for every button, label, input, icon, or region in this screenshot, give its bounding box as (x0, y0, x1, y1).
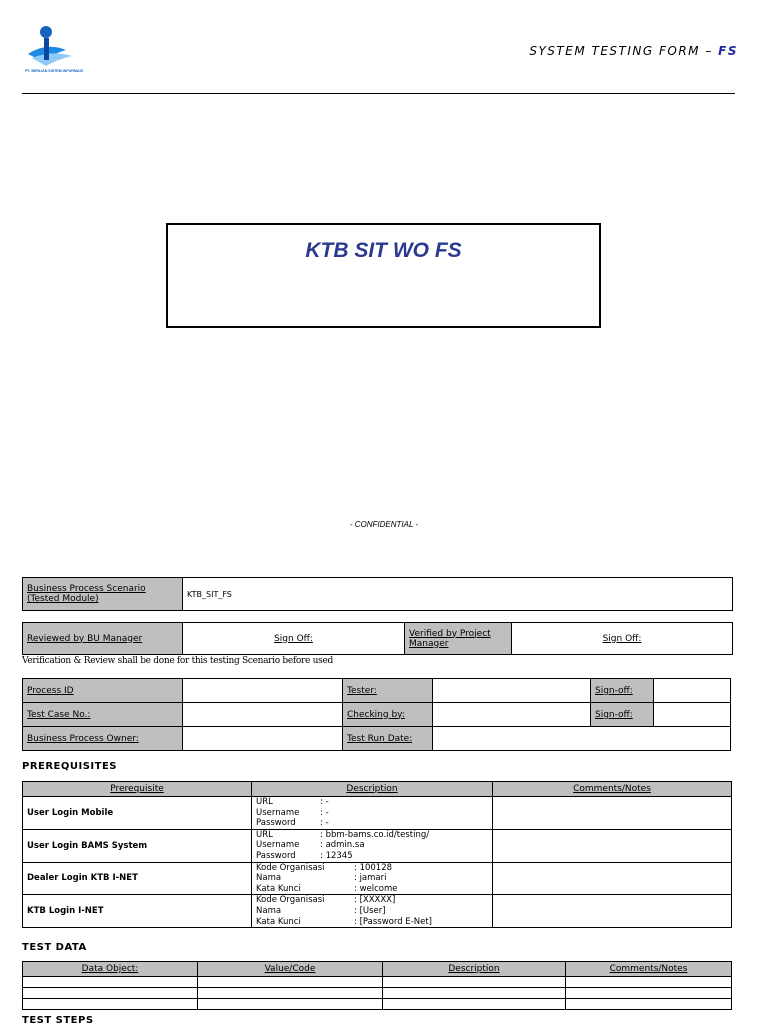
sign-off-a-value[interactable] (654, 679, 731, 703)
credential-line (256, 840, 488, 851)
verification-note: Verification & Review shall be done for this testing Scenario before used (22, 656, 333, 666)
test-case-no-label: Test Case No.: (23, 703, 183, 727)
col-td-comments: Comments/Notes (566, 962, 732, 977)
scenario-table (22, 577, 733, 611)
table-cell[interactable] (23, 977, 198, 988)
credential-key: Kode Organisasi (256, 862, 325, 873)
sign-off-b-value[interactable] (654, 703, 731, 727)
prerequisites-heading: PREREQUISITES (22, 761, 118, 772)
credential-key: URL (256, 797, 273, 807)
scenario-label: Business Process Scenario (Tested Module) (23, 578, 183, 611)
credential-line (256, 917, 488, 928)
tester-label: Tester: (343, 679, 433, 703)
credential-line (256, 906, 488, 917)
table-cell[interactable] (23, 988, 198, 999)
process-id-value[interactable] (183, 679, 343, 703)
credential-line (256, 818, 488, 829)
prerequisite-notes[interactable] (493, 862, 732, 895)
checking-by-value[interactable] (433, 703, 591, 727)
credential-key: Kata Kunci (256, 883, 301, 894)
prerequisite-name: User Login BAMS System (23, 829, 252, 862)
credential-key: Nama (256, 905, 282, 916)
credential-value: : [User] (354, 905, 386, 916)
tester-value[interactable] (433, 679, 591, 703)
table-cell[interactable] (566, 988, 732, 999)
prerequisite-description (252, 895, 493, 928)
test-data-table (22, 961, 732, 1010)
table-row (23, 999, 732, 1010)
svg-text:PT. BERLIAN SISTEM INFORMASI: PT. BERLIAN SISTEM INFORMASI (25, 69, 83, 73)
table-row (23, 895, 732, 928)
credential-key: Nama (256, 873, 282, 884)
confidential-label: - CONFIDENTIAL - (349, 520, 419, 529)
owner-value[interactable] (183, 727, 343, 751)
prerequisite-name: Dealer Login KTB I-NET (23, 862, 252, 895)
col-data-object: Data Object: (23, 962, 198, 977)
credential-value: : 100128 (354, 862, 393, 873)
table-cell[interactable] (23, 999, 198, 1010)
company-logo (22, 24, 86, 74)
prerequisite-notes[interactable] (493, 829, 732, 862)
prerequisite-description (252, 797, 493, 830)
document-title: KTB SIT WO FS (305, 239, 462, 262)
prerequisite-notes[interactable] (493, 895, 732, 928)
table-cell[interactable] (566, 999, 732, 1010)
credential-value: : - (320, 797, 329, 807)
col-comments: Comments/Notes (493, 782, 732, 797)
prerequisite-name: KTB Login I-NET (23, 895, 252, 928)
credential-key: Username (256, 807, 300, 818)
sign-off-bu: Sign Off: (274, 633, 313, 644)
credential-key: Kode Organisasi (256, 895, 325, 906)
credential-value: : [Password E-Net] (354, 916, 432, 927)
form-title (529, 44, 738, 58)
scenario-value: KTB_SIT_FS (183, 578, 733, 611)
credential-line (256, 851, 488, 862)
prerequisite-description (252, 829, 493, 862)
checking-by-label: Checking by: (343, 703, 433, 727)
review-table (22, 622, 733, 655)
credential-key: Password (256, 850, 296, 861)
col-prerequisite: Prerequisite (23, 782, 252, 797)
table-row (23, 988, 732, 999)
credential-value: : bbm-bams.co.id/testing/ (320, 829, 430, 840)
owner-label: Business Process Owner: (23, 727, 183, 751)
credential-key: URL (256, 829, 273, 840)
table-row (23, 829, 732, 862)
col-value-code: Value/Code (198, 962, 383, 977)
table-row (23, 862, 732, 895)
document-title-box (166, 223, 601, 328)
col-description: Description (252, 782, 493, 797)
credential-value: : 12345 (320, 850, 353, 861)
prerequisite-notes[interactable] (493, 797, 732, 830)
table-cell[interactable] (198, 977, 383, 988)
col-td-description: Description (383, 962, 566, 977)
credential-line (256, 863, 488, 874)
reviewed-by-label: Reviewed by BU Manager (23, 623, 183, 655)
table-row (23, 797, 732, 830)
credential-value: : [XXXXX] (354, 895, 396, 906)
table-cell[interactable] (198, 999, 383, 1010)
verified-by-label: Verified by Project Manager (405, 623, 512, 655)
credential-value: : welcome (354, 883, 398, 894)
table-cell[interactable] (198, 988, 383, 999)
credential-key: Username (256, 840, 300, 851)
table-cell[interactable] (383, 977, 566, 988)
run-date-value[interactable] (433, 727, 731, 751)
credential-value: : - (320, 818, 329, 829)
test-steps-heading: TEST STEPS (22, 1015, 94, 1024)
form-title-code: FS (718, 44, 738, 58)
test-case-no-value[interactable] (183, 703, 343, 727)
table-row (23, 977, 732, 988)
credential-key: Password (256, 818, 296, 829)
credential-line (256, 797, 488, 808)
table-cell[interactable] (566, 977, 732, 988)
form-title-prefix: SYSTEM TESTING FORM – (529, 44, 719, 58)
credential-value: : jamari (354, 873, 387, 884)
table-cell[interactable] (383, 999, 566, 1010)
credential-line (256, 830, 488, 841)
prerequisite-name: User Login Mobile (23, 797, 252, 830)
credential-line (256, 873, 488, 884)
test-data-heading: TEST DATA (22, 942, 87, 953)
sign-off-a-label: Sign-off: (591, 679, 654, 703)
process-info-table (22, 678, 731, 751)
table-cell[interactable] (383, 988, 566, 999)
credential-line (256, 884, 488, 895)
header-divider (22, 93, 735, 94)
credential-line (256, 808, 488, 819)
run-date-label: Test Run Date: (343, 727, 433, 751)
prerequisite-description (252, 862, 493, 895)
credential-value: : - (320, 807, 329, 818)
credential-key: Kata Kunci (256, 916, 301, 927)
credential-line (256, 895, 488, 906)
prerequisites-table (22, 781, 732, 928)
process-id-label: Process ID (23, 679, 183, 703)
sign-off-b-label: Sign-off: (591, 703, 654, 727)
credential-value: : admin.sa (320, 840, 365, 851)
sign-off-pm: Sign Off: (602, 633, 642, 644)
